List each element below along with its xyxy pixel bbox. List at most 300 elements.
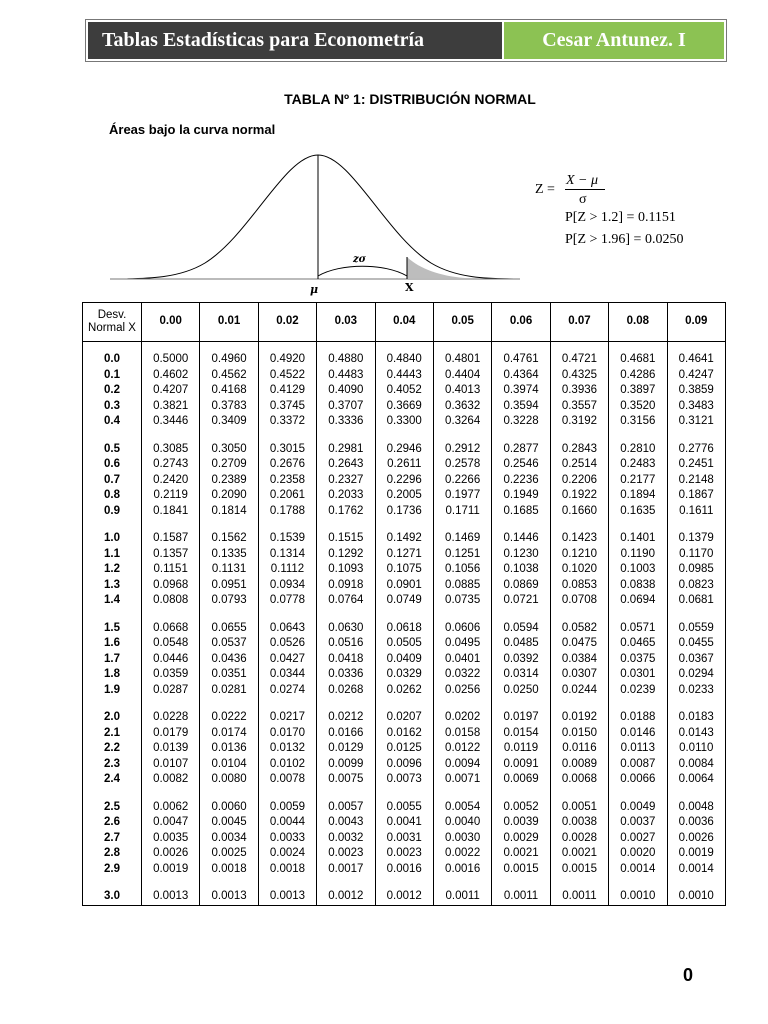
group-spacer — [83, 609, 726, 621]
table-cell: 0.0359 — [142, 667, 200, 683]
table-cell: 0.3859 — [667, 383, 725, 399]
table-cell: 0.0516 — [317, 636, 375, 652]
spacer-cell — [550, 519, 608, 531]
table-cell: 0.1611 — [667, 504, 725, 520]
figure-subtitle: Áreas bajo la curva normal — [109, 122, 276, 137]
table-cell: 0.0764 — [317, 593, 375, 609]
table-cell: 0.0823 — [667, 578, 725, 594]
table-cell: 0.0301 — [609, 667, 667, 683]
table-cell: 0.0038 — [550, 815, 608, 831]
spacer-cell — [492, 519, 550, 531]
row-label-cell: 0.5 — [83, 442, 142, 458]
x-label: X — [405, 281, 414, 294]
spacer-cell — [83, 788, 142, 800]
table-cell: 0.1894 — [609, 488, 667, 504]
spacer-cell — [667, 698, 725, 710]
table-cell: 0.0853 — [550, 578, 608, 594]
table-cell: 0.3669 — [375, 399, 433, 415]
table-cell: 0.0016 — [433, 862, 491, 878]
table-cell: 0.0022 — [433, 846, 491, 862]
table-cell: 0.0028 — [550, 831, 608, 847]
table-cell: 0.4013 — [433, 383, 491, 399]
table-cell: 0.3409 — [200, 414, 258, 430]
table-cell: 0.2877 — [492, 442, 550, 458]
table-cell: 0.3050 — [200, 442, 258, 458]
table-cell: 0.0012 — [375, 889, 433, 905]
table-cell: 0.1446 — [492, 531, 550, 547]
table-cell: 0.0129 — [317, 741, 375, 757]
table-cell: 0.0015 — [492, 862, 550, 878]
table-cell: 0.0694 — [609, 593, 667, 609]
table-row — [83, 562, 726, 578]
table-cell: 0.2451 — [667, 457, 725, 473]
table-cell: 0.0436 — [200, 652, 258, 668]
row-label-cell: 1.8 — [83, 667, 142, 683]
table-row — [83, 667, 726, 683]
spacer-cell — [83, 609, 142, 621]
column-header: 0.01 — [200, 303, 258, 342]
table-cell: 0.0029 — [492, 831, 550, 847]
table-cell: 0.0012 — [317, 889, 375, 905]
row-label-cell: 0.2 — [83, 383, 142, 399]
table-cell: 0.0455 — [667, 636, 725, 652]
table-cell: 0.0582 — [550, 621, 608, 637]
spacer-cell — [375, 430, 433, 442]
table-row — [83, 800, 726, 816]
table-cell: 0.1539 — [258, 531, 316, 547]
spacer-cell — [200, 698, 258, 710]
spacer-cell — [375, 519, 433, 531]
table-cell: 0.4090 — [317, 383, 375, 399]
table-cell: 0.0465 — [609, 636, 667, 652]
table-cell: 0.0869 — [492, 578, 550, 594]
table-cell: 0.4052 — [375, 383, 433, 399]
table-cell: 0.0968 — [142, 578, 200, 594]
table-row — [83, 414, 726, 430]
probability-example-2: P[Z > 1.96] = 0.0250 — [565, 232, 684, 247]
table-cell: 0.0014 — [667, 862, 725, 878]
spacer-cell — [200, 609, 258, 621]
table-cell: 0.4920 — [258, 342, 316, 368]
table-cell: 0.2005 — [375, 488, 433, 504]
row-label-cell: 0.3 — [83, 399, 142, 415]
table-cell: 0.0217 — [258, 710, 316, 726]
table-cell: 0.0392 — [492, 652, 550, 668]
table-row — [83, 342, 726, 368]
table-cell: 0.0069 — [492, 772, 550, 788]
table-cell: 0.0655 — [200, 621, 258, 637]
spacer-cell — [550, 430, 608, 442]
normal-curve — [110, 155, 520, 279]
spacer-cell — [433, 519, 491, 531]
table-cell: 0.0026 — [667, 831, 725, 847]
table-cell: 0.0314 — [492, 667, 550, 683]
table-cell: 0.0351 — [200, 667, 258, 683]
table-cell: 0.0064 — [667, 772, 725, 788]
table-row — [83, 772, 726, 788]
table-cell: 0.0034 — [200, 831, 258, 847]
table-cell: 0.1788 — [258, 504, 316, 520]
table-cell: 0.1977 — [433, 488, 491, 504]
spacer-cell — [258, 519, 316, 531]
table-row — [83, 741, 726, 757]
table-cell: 0.0049 — [609, 800, 667, 816]
spacer-cell — [609, 609, 667, 621]
row-label-cell: 3.0 — [83, 889, 142, 905]
table-cell: 0.0031 — [375, 831, 433, 847]
table-cell: 0.4247 — [667, 368, 725, 384]
table-cell: 0.3156 — [609, 414, 667, 430]
table-cell: 0.2061 — [258, 488, 316, 504]
mu-label: μ — [310, 283, 319, 296]
table-cell: 0.0329 — [375, 667, 433, 683]
table-cell: 0.0901 — [375, 578, 433, 594]
table-cell: 0.3085 — [142, 442, 200, 458]
table-cell: 0.4286 — [609, 368, 667, 384]
table-cell: 0.2514 — [550, 457, 608, 473]
table-cell: 0.0571 — [609, 621, 667, 637]
table-cell: 0.0099 — [317, 757, 375, 773]
table-cell: 0.0018 — [258, 862, 316, 878]
table-cell: 0.0010 — [667, 889, 725, 905]
table-cell: 0.2483 — [609, 457, 667, 473]
spacer-cell — [667, 430, 725, 442]
row-label-cell: 2.3 — [83, 757, 142, 773]
table-cell: 0.2676 — [258, 457, 316, 473]
table-cell: 0.0045 — [200, 815, 258, 831]
table-cell: 0.4721 — [550, 342, 608, 368]
table-cell: 0.0044 — [258, 815, 316, 831]
table-cell: 0.1841 — [142, 504, 200, 520]
spacer-cell — [609, 788, 667, 800]
table-cell: 0.0062 — [142, 800, 200, 816]
table-cell: 0.0060 — [200, 800, 258, 816]
table-cell: 0.0594 — [492, 621, 550, 637]
table-cell: 0.0024 — [258, 846, 316, 862]
spacer-cell — [142, 430, 200, 442]
z-definition-numerator: X − μ — [566, 173, 599, 188]
spacer-cell — [667, 877, 725, 889]
row-label-cell: 1.5 — [83, 621, 142, 637]
spacer-cell — [433, 877, 491, 889]
spacer-cell — [492, 430, 550, 442]
normal-curve-figure — [110, 145, 520, 297]
table-cell: 0.0019 — [667, 846, 725, 862]
table-cell: 0.0011 — [433, 889, 491, 905]
table-cell: 0.2843 — [550, 442, 608, 458]
table-cell: 0.0030 — [433, 831, 491, 847]
table-cell: 0.2578 — [433, 457, 491, 473]
probability-example-1: P[Z > 1.2] = 0.1151 — [565, 210, 676, 225]
group-spacer — [83, 788, 726, 800]
table-cell: 0.0281 — [200, 683, 258, 699]
group-spacer — [83, 698, 726, 710]
table-cell: 0.1151 — [142, 562, 200, 578]
table-cell: 0.0013 — [142, 889, 200, 905]
row-header-cell — [83, 303, 142, 342]
table-cell: 0.0188 — [609, 710, 667, 726]
table-row — [83, 383, 726, 399]
row-label-cell: 0.0 — [83, 342, 142, 368]
table-cell: 0.3936 — [550, 383, 608, 399]
column-header: 0.05 — [433, 303, 491, 342]
column-header: 0.08 — [609, 303, 667, 342]
table-cell: 0.0495 — [433, 636, 491, 652]
table-cell: 0.0322 — [433, 667, 491, 683]
table-cell: 0.0721 — [492, 593, 550, 609]
table-cell: 0.0032 — [317, 831, 375, 847]
header-title: Tablas Estadísticas para Econometría — [88, 22, 502, 59]
table-row — [83, 488, 726, 504]
table-cell: 0.0039 — [492, 815, 550, 831]
table-cell: 0.1562 — [200, 531, 258, 547]
table-cell: 0.0367 — [667, 652, 725, 668]
table-cell: 0.1401 — [609, 531, 667, 547]
document-header — [85, 19, 727, 62]
table-row — [83, 368, 726, 384]
table-cell: 0.0934 — [258, 578, 316, 594]
row-label-cell: 2.4 — [83, 772, 142, 788]
spacer-cell — [667, 788, 725, 800]
table-cell: 0.1251 — [433, 547, 491, 563]
table-cell: 0.3707 — [317, 399, 375, 415]
table-cell: 0.0735 — [433, 593, 491, 609]
table-cell: 0.2148 — [667, 473, 725, 489]
table-cell: 0.0256 — [433, 683, 491, 699]
table-cell: 0.2611 — [375, 457, 433, 473]
table-cell: 0.0336 — [317, 667, 375, 683]
row-label-cell: 2.6 — [83, 815, 142, 831]
spacer-cell — [609, 698, 667, 710]
table-cell: 0.2546 — [492, 457, 550, 473]
table-cell: 0.0016 — [375, 862, 433, 878]
row-label-cell: 0.6 — [83, 457, 142, 473]
table-cell: 0.0136 — [200, 741, 258, 757]
table-cell: 0.3974 — [492, 383, 550, 399]
table-cell: 0.0409 — [375, 652, 433, 668]
table-cell: 0.0057 — [317, 800, 375, 816]
table-cell: 0.0078 — [258, 772, 316, 788]
table-cell: 0.1867 — [667, 488, 725, 504]
table-cell: 0.0222 — [200, 710, 258, 726]
table-cell: 0.3745 — [258, 399, 316, 415]
table-cell: 0.2981 — [317, 442, 375, 458]
spacer-cell — [83, 698, 142, 710]
table-cell: 0.0020 — [609, 846, 667, 862]
table-cell: 0.0082 — [142, 772, 200, 788]
table-cell: 0.4880 — [317, 342, 375, 368]
spacer-cell — [550, 877, 608, 889]
row-label-cell: 1.6 — [83, 636, 142, 652]
table-cell: 0.1423 — [550, 531, 608, 547]
table-cell: 0.2296 — [375, 473, 433, 489]
group-spacer — [83, 430, 726, 442]
table-cell: 0.0027 — [609, 831, 667, 847]
spacer-cell — [492, 877, 550, 889]
table-row — [83, 578, 726, 594]
z-definition-denominator: σ — [579, 192, 587, 207]
table-cell: 0.0838 — [609, 578, 667, 594]
table-cell: 0.0630 — [317, 621, 375, 637]
table-cell: 0.1003 — [609, 562, 667, 578]
table-cell: 0.1075 — [375, 562, 433, 578]
table-title: TABLA Nº 1: DISTRIBUCIÓN NORMAL — [284, 91, 536, 107]
spacer-cell — [375, 698, 433, 710]
table-cell: 0.0192 — [550, 710, 608, 726]
table-cell: 0.0096 — [375, 757, 433, 773]
table-cell: 0.2119 — [142, 488, 200, 504]
row-label-cell: 1.4 — [83, 593, 142, 609]
table-row — [83, 504, 726, 520]
table-cell: 0.3192 — [550, 414, 608, 430]
row-label-cell: 0.1 — [83, 368, 142, 384]
table-cell: 0.0537 — [200, 636, 258, 652]
spacer-cell — [433, 430, 491, 442]
table-cell: 0.0119 — [492, 741, 550, 757]
table-cell: 0.0013 — [200, 889, 258, 905]
table-cell: 0.0985 — [667, 562, 725, 578]
row-label-cell: 0.8 — [83, 488, 142, 504]
spacer-cell — [550, 698, 608, 710]
spacer-cell — [142, 519, 200, 531]
table-cell: 0.0019 — [142, 862, 200, 878]
table-cell: 0.0013 — [258, 889, 316, 905]
table-cell: 0.3121 — [667, 414, 725, 430]
table-cell: 0.0778 — [258, 593, 316, 609]
row-label-cell: 2.1 — [83, 726, 142, 742]
table-cell: 0.0606 — [433, 621, 491, 637]
table-cell: 0.0207 — [375, 710, 433, 726]
table-cell: 0.4641 — [667, 342, 725, 368]
spacer-cell — [142, 788, 200, 800]
spacer-cell — [375, 877, 433, 889]
row-label-cell: 1.1 — [83, 547, 142, 563]
table-cell: 0.0139 — [142, 741, 200, 757]
table-cell: 0.1292 — [317, 547, 375, 563]
table-cell: 0.0023 — [375, 846, 433, 862]
table-cell: 0.0505 — [375, 636, 433, 652]
table-row — [83, 815, 726, 831]
table-cell: 0.0035 — [142, 831, 200, 847]
spacer-cell — [200, 877, 258, 889]
spacer-cell — [492, 698, 550, 710]
table-cell: 0.4522 — [258, 368, 316, 384]
table-cell: 0.2776 — [667, 442, 725, 458]
table-cell: 0.2643 — [317, 457, 375, 473]
table-cell: 0.0268 — [317, 683, 375, 699]
table-cell: 0.0179 — [142, 726, 200, 742]
table-cell: 0.0384 — [550, 652, 608, 668]
table-cell: 0.0015 — [550, 862, 608, 878]
row-header-line1: Desv. — [97, 309, 127, 321]
table-cell: 0.3336 — [317, 414, 375, 430]
table-cell: 0.0183 — [667, 710, 725, 726]
table-cell: 0.0075 — [317, 772, 375, 788]
table-cell: 0.0158 — [433, 726, 491, 742]
table-cell: 0.3446 — [142, 414, 200, 430]
table-row — [83, 846, 726, 862]
row-label-cell: 2.0 — [83, 710, 142, 726]
table-cell: 0.0170 — [258, 726, 316, 742]
table-cell: 0.0116 — [550, 741, 608, 757]
spacer-cell — [200, 788, 258, 800]
table-cell: 0.0885 — [433, 578, 491, 594]
table-cell: 0.2206 — [550, 473, 608, 489]
spacer-cell — [258, 788, 316, 800]
table-cell: 0.0021 — [550, 846, 608, 862]
header-author: Cesar Antunez. I — [504, 22, 724, 59]
spacer-cell — [83, 430, 142, 442]
table-cell: 0.3821 — [142, 399, 200, 415]
table-cell: 0.2177 — [609, 473, 667, 489]
table-cell: 0.0150 — [550, 726, 608, 742]
table-cell: 0.0418 — [317, 652, 375, 668]
table-cell: 0.2946 — [375, 442, 433, 458]
spacer-cell — [550, 788, 608, 800]
table-cell: 0.1515 — [317, 531, 375, 547]
spacer-cell — [258, 698, 316, 710]
table-row — [83, 593, 726, 609]
table-cell: 0.1190 — [609, 547, 667, 563]
spacer-cell — [258, 877, 316, 889]
row-label-cell: 0.9 — [83, 504, 142, 520]
table-cell: 0.0681 — [667, 593, 725, 609]
table-cell: 0.0244 — [550, 683, 608, 699]
zsigma-label: zσ — [353, 254, 367, 265]
table-cell: 0.1210 — [550, 547, 608, 563]
spacer-cell — [375, 609, 433, 621]
table-cell: 0.0228 — [142, 710, 200, 726]
fraction-bar — [565, 189, 605, 190]
table-cell: 0.0094 — [433, 757, 491, 773]
table-cell: 0.1357 — [142, 547, 200, 563]
table-cell: 0.1685 — [492, 504, 550, 520]
table-cell: 0.0951 — [200, 578, 258, 594]
table-cell: 0.0274 — [258, 683, 316, 699]
spacer-cell — [375, 788, 433, 800]
table-cell: 0.2033 — [317, 488, 375, 504]
table-cell: 0.0104 — [200, 757, 258, 773]
table-cell: 0.0011 — [492, 889, 550, 905]
spacer-cell — [609, 877, 667, 889]
table-cell: 0.0294 — [667, 667, 725, 683]
column-header: 0.04 — [375, 303, 433, 342]
table-cell: 0.4483 — [317, 368, 375, 384]
table-cell: 0.4960 — [200, 342, 258, 368]
row-label-cell: 0.7 — [83, 473, 142, 489]
table-cell: 0.0080 — [200, 772, 258, 788]
table-cell: 0.0287 — [142, 683, 200, 699]
table-row — [83, 621, 726, 637]
table-cell: 0.0089 — [550, 757, 608, 773]
table-cell: 0.0026 — [142, 846, 200, 862]
table-cell: 0.0010 — [609, 889, 667, 905]
spacer-cell — [667, 609, 725, 621]
table-cell: 0.3264 — [433, 414, 491, 430]
table-cell: 0.4443 — [375, 368, 433, 384]
table-cell: 0.1131 — [200, 562, 258, 578]
table-row — [83, 710, 726, 726]
spacer-cell — [200, 430, 258, 442]
table-cell: 0.0233 — [667, 683, 725, 699]
table-cell: 0.2810 — [609, 442, 667, 458]
column-header: 0.00 — [142, 303, 200, 342]
row-label-cell: 2.8 — [83, 846, 142, 862]
table-cell: 0.4602 — [142, 368, 200, 384]
table-row — [83, 399, 726, 415]
spacer-cell — [142, 609, 200, 621]
table-cell: 0.4404 — [433, 368, 491, 384]
